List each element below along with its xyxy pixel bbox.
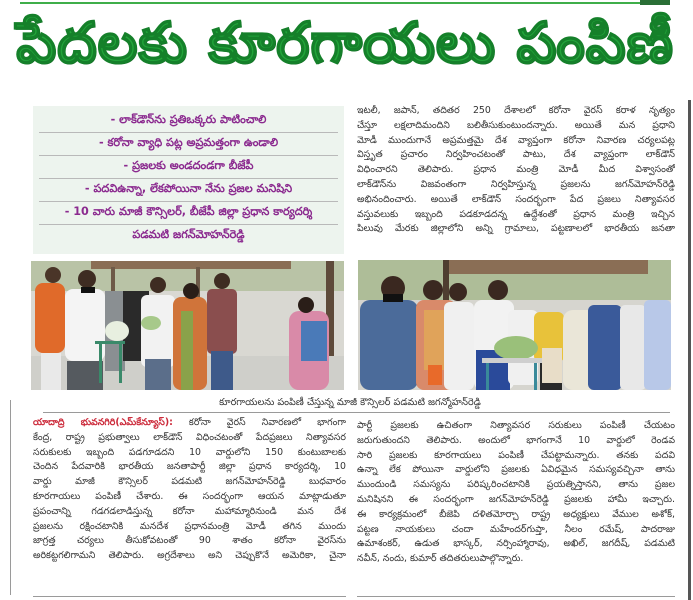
- text-line: చేస్తూ లక్షలాదిమందిని బలితీసుకుంటుందన్నారు. అయితే మన ప్రధాని: [357, 119, 675, 131]
- headline: పేదలకు కూరగాయలు పంపిణీ: [16, 10, 674, 76]
- top-right-marker: [640, 0, 670, 5]
- highlight-item: - 10 వారు మాజీ కౌన్సిలర్, బీజేపీ జిల్లా ప్రధాన కార్యదర్శి: [39, 202, 338, 225]
- text-line: విస్తృత ప్రచారం నిర్వహించటంతో పాటు, దేశ వ్యాప్తంగా లాక్‌డౌన్: [357, 149, 675, 161]
- article-column-left-bottom: [33, 416, 346, 564]
- dateline-line: [33, 416, 346, 431]
- text-line: మనిషినని ఈ సందర్భంగా జగన్‌మోహన్‌రెడ్డి ప్రజలకు హామీ ఇచ్చారు.: [357, 493, 675, 505]
- text-line: సరుకులకు ఇబ్బంది పడగూడదని 10 వార్డులోని 150 కుంటుబాలకు: [33, 446, 346, 458]
- text-line: ప్రపంచాన్ని గడగడలాడిస్తున్న కరోనా మహామ్మారినుండి మన దేశ: [33, 505, 346, 517]
- text-line: విధించారని తెలిపారు. ప్రధాన మంత్రి మోడీ మీద విశ్వాసంతో: [357, 164, 675, 176]
- text-line: ప్రజలను రక్షించటానికి మనదేశ ప్రధానమంత్రి మోడీ తగిన ముందు: [33, 520, 346, 532]
- text-line: పార్టీ ప్రజలకు ఉచితంగా నిత్యావసర సరుకులు పంపిణీ చేయటం: [357, 420, 675, 431]
- photo-left: [31, 261, 344, 390]
- bottom-rule: [357, 596, 675, 597]
- article-column-right-bottom: [357, 419, 675, 567]
- text-line: అభినందించారు. అయితే లాక్‌డౌన్ సందర్భంగా పేద ప్రజలు నిత్యావసర: [357, 193, 675, 205]
- text-line: ముందుండి సమస్యను పరిష్కరించటానికి ప్రయత్నిస్తానని, తాను ప్రజల: [357, 479, 675, 491]
- text-line: సారి ప్రజలకు కూరగాయలు పంపిణీ చేపట్టామన్నారు. తనకు పదవి: [357, 449, 675, 461]
- text-segment: కరోనా వైరస్ నివారణలో భాగంగా: [172, 417, 346, 428]
- text-line: లాక్‌డౌన్‌ను విజవంతంగా నిర్వహిస్తున్న ప్రజలను జగన్‌మోహన్‌రెడ్డి: [357, 178, 675, 190]
- text-line: పట్టణ నాయకులు చందా మహేందర్‌గుప్తా, నీలం రమేష్, పాదరాజు: [357, 523, 675, 535]
- text-line: కూరగాయలు పంపిణీ చేశారు. ఈ సందర్భంగా ఆయన మాట్లాడుతూ: [33, 490, 346, 502]
- photo-right: [358, 260, 671, 390]
- text-line: పిలువు మేరకు జిల్లాలోని అన్ని గ్రామాలు, పట్టణాలలో భారతీయ జనతా: [357, 223, 675, 235]
- bottom-rule: [33, 596, 346, 597]
- text-line: కేంద్ర, రాష్ట్ర ప్రభుత్వాలు లాక్‌డౌన్ విధించటంతో పేదప్రజలు నిత్యావసర: [33, 431, 346, 443]
- highlights-box: [33, 106, 344, 254]
- highlight-item: - కరోనా వ్యాధి పట్ల అప్రమత్తంగా ఉండాలి: [39, 133, 338, 156]
- highlight-item: - ప్రజలకు అండదండగా బీజేపీ: [39, 156, 338, 179]
- dateline: యాదాద్రి భువనగిరి(ఎమ్‌కేన్యూస్):: [33, 417, 173, 428]
- caption-rule: [43, 412, 670, 413]
- top-rule: [20, 0, 670, 4]
- highlight-item: పడమటి జగన్‌మోహన్‌రెడ్డి: [132, 228, 245, 241]
- text-line: ఇటలీ, జపాన్, తదితర 250 దేశాలలో కరోనా వైరస్ కరాళ నృత్యం: [357, 105, 675, 116]
- text-line: జరుగుతుందని తెలిపారు. అందులో భాగంగానే 10 వార్డులో రెండవ: [357, 434, 675, 446]
- article-column-right-top: [357, 104, 675, 237]
- photo-caption: కూరగాయలను పంపిణీ చేస్తున్న మాజీ కౌన్సిలర్ పడమటి జగన్మోహన్‌రెడ్డి: [219, 397, 481, 408]
- text-line: ఉన్నా లేక పోయినా వార్డులోని ప్రజలకు ఏవిధమైన సమస్యవచ్చినా తాను: [357, 464, 675, 476]
- text-line: జాగ్రత్త చర్యలు తీసుకోవటంతో 90 శాతం కరోనా వైరస్‌ను: [33, 535, 346, 547]
- text-line: వార్డు మాజీ కౌన్సిలర్ పడమటి జగన్‌మోహన్‌రెడ్డి బుధవారం: [33, 476, 346, 488]
- text-line: ఈ కార్యక్రమంలో బీజెపి దళితమోర్చా రాష్ట్ర అధ్యక్షులు వేముల అశోక్,: [357, 508, 675, 520]
- column-divider: [10, 400, 11, 595]
- text-line: అరికట్టగలిగామని తెలిపారు. అగ్రదేశాలు అని చెప్పుకొనే అమెరికా, చైనా: [33, 550, 346, 562]
- text-line: ఉమాశంకర్, ఉడుత భాస్కర్, నర్సింహ్మారావు, అఖిల్, జగదీష్, పడమటి: [357, 538, 675, 550]
- text-line: చెందిన పేదవారికి భారతీయ జనతాపార్టీ జిల్లా ప్రధాన కార్యదర్శి, 10: [33, 461, 346, 473]
- page-edge-rule: [688, 100, 691, 600]
- highlight-item: - లాక్‌డౌన్‌ను ప్రతిఒక్కరు పాటించాలి: [39, 110, 338, 133]
- text-line: మోడీ ముందుగానే అప్రమత్తమై దేశ వ్యాప్తంగా కరోనా నివారణ చర్యలపట్ల: [357, 134, 675, 146]
- text-line: వస్తువలుకు ఇబ్బంది పడకూడదన్న ఉద్దేశంతో ప్రధాన మంత్రి ఇచ్చిన: [357, 208, 675, 220]
- highlight-item: - పదవిఉన్నా, లేకపోయినా నేను ప్రజల మనిషిని: [39, 179, 338, 202]
- text-line: నవీన్, నందు, కుమార్ తదితరులుపాల్గొన్నారు.: [357, 553, 524, 565]
